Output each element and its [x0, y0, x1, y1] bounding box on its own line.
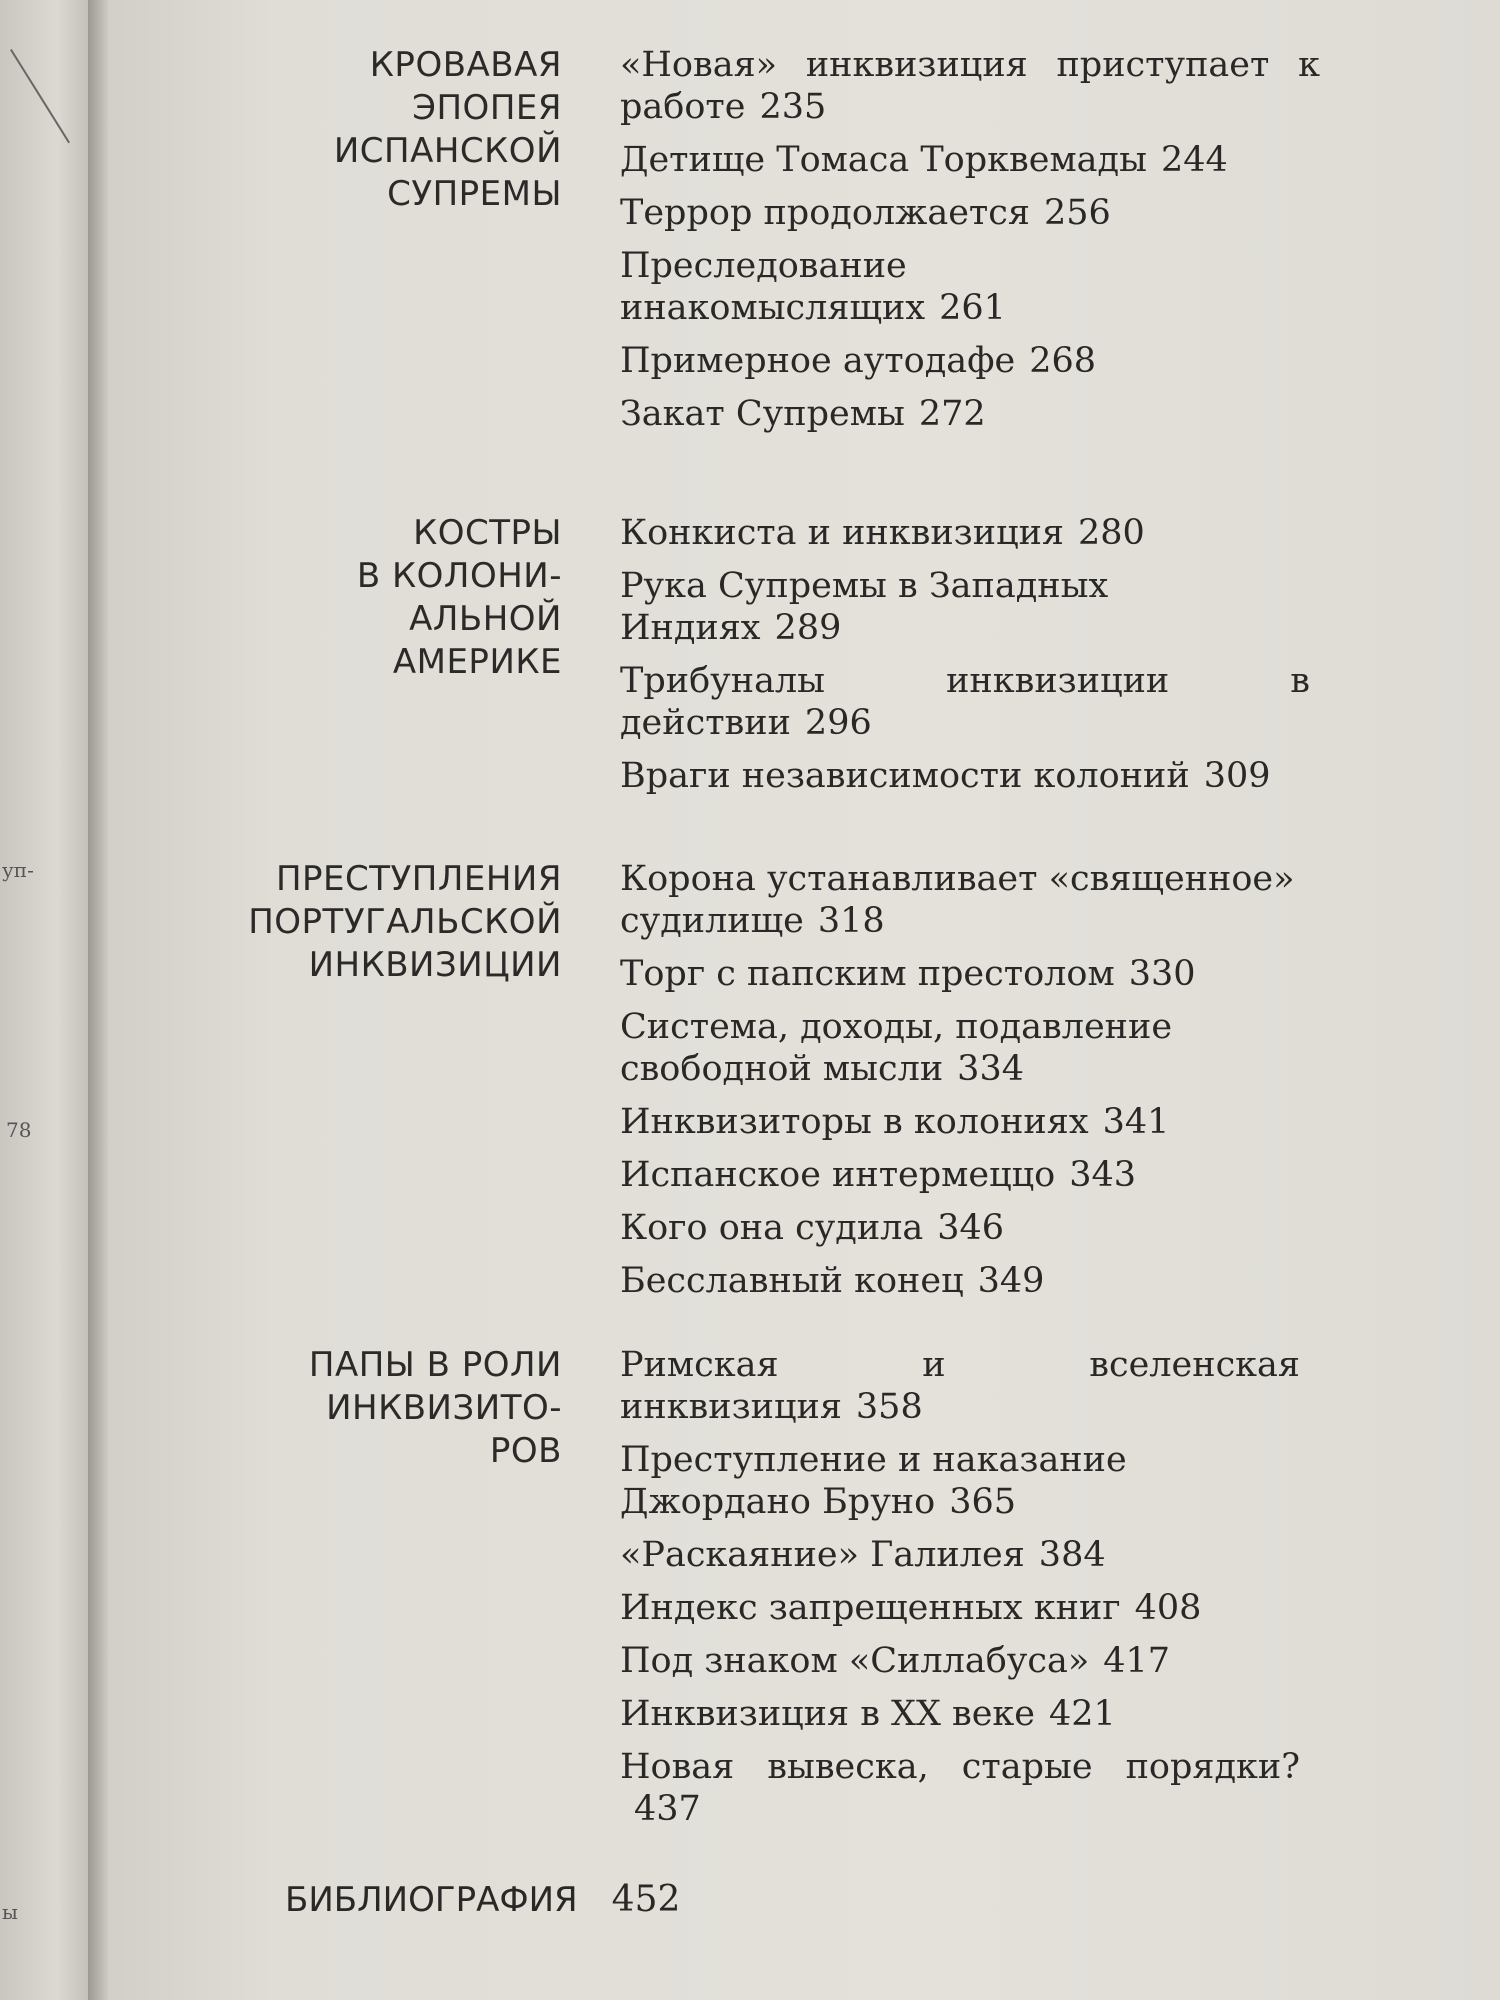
entry-page: 318: [817, 901, 885, 941]
margin-mark: ы: [2, 1900, 18, 1924]
book-gutter: [88, 0, 110, 2000]
facing-page-edge: [0, 0, 96, 2000]
toc-entry: [620, 1439, 1180, 1523]
entry-page: 384: [1038, 1535, 1106, 1575]
section-heading: ПАПЫ В РОЛИ ИНКВИЗИТО- РОВ: [308, 1345, 562, 1471]
section-entries: [620, 1344, 1320, 1841]
entry-page: 330: [1128, 954, 1196, 994]
toc-entry: [620, 660, 1310, 744]
toc-entry: [620, 1006, 1200, 1090]
facing-page-mark: [10, 49, 70, 143]
entry-page: 341: [1102, 1102, 1170, 1142]
entry-title: Испанское интермеццо: [620, 1155, 1056, 1195]
entry-page: 346: [937, 1208, 1005, 1248]
toc-entry: [620, 340, 1320, 382]
entry-title: Бесславный конец: [620, 1261, 964, 1301]
section-heading: КОСТРЫ В КОЛОНИ- АЛЬНОЙ АМЕРИКЕ: [356, 513, 562, 682]
entry-page: 289: [774, 608, 842, 648]
entry-title: Преступление и наказание Джордано Бруно: [620, 1440, 1127, 1522]
entry-title: Система, доходы, подавление свободной мысли: [620, 1007, 1173, 1089]
entry-page: 296: [804, 703, 872, 743]
margin-mark: 78: [6, 1118, 32, 1142]
section-entries: [620, 858, 1320, 1313]
toc-entry: [620, 393, 1320, 435]
entry-page: 417: [1103, 1641, 1171, 1681]
toc-entry: [620, 1693, 1320, 1735]
entry-page: 309: [1203, 756, 1271, 796]
entry-title: Конкиста и инквизиция: [620, 513, 1064, 553]
toc-entry: [620, 1154, 1320, 1196]
entry-page: 408: [1134, 1588, 1202, 1628]
toc-entry: [620, 1534, 1320, 1576]
entry-title: «Раскаяние» Галилея: [620, 1535, 1025, 1575]
toc-entry: [620, 1587, 1320, 1629]
entry-page: 235: [759, 87, 827, 127]
entry-page: 244: [1160, 140, 1228, 180]
entry-page: 358: [855, 1387, 923, 1427]
section-heading: КРОВАВАЯ ЭПОПЕЯ ИСПАНСКОЙ СУПРЕМЫ: [333, 45, 562, 214]
toc-entry: [620, 1207, 1320, 1249]
toc-entry: [620, 1101, 1320, 1143]
section-entries: [620, 512, 1320, 808]
entry-page: 421: [1049, 1694, 1116, 1734]
toc-entry: [620, 565, 1280, 649]
entry-page: 268: [1029, 341, 1097, 381]
entry-page: 349: [977, 1261, 1045, 1301]
entry-page: 280: [1078, 513, 1145, 553]
toc-entry: [620, 245, 1190, 329]
entry-title: Торг с папским престолом: [620, 954, 1115, 994]
entry-title: Римская и вселенская инквизиция: [620, 1345, 1300, 1427]
toc-entry: [620, 1344, 1300, 1428]
entry-page: 365: [949, 1482, 1017, 1522]
toc-entry: [620, 139, 1320, 181]
section-entries: [620, 44, 1320, 446]
entry-page: 256: [1043, 193, 1111, 233]
section-heading: ПРЕСТУПЛЕНИЯ ПОРТУГАЛЬСКОЙ ИНКВИЗИЦИИ: [248, 859, 562, 985]
toc-entry: [620, 1746, 1300, 1830]
entry-page: 272: [918, 394, 986, 434]
entry-title: Враги независимости колоний: [620, 756, 1190, 796]
toc-entry: [620, 44, 1320, 128]
entry-title: Инквизиторы в колониях: [620, 1102, 1089, 1142]
entry-title: Индекс запрещенных книг: [620, 1588, 1121, 1628]
entry-title: Инквизиция в XX веке: [620, 1694, 1036, 1734]
entry-title: Под знаком «Силлабуса»: [620, 1641, 1090, 1681]
entry-page: 343: [1069, 1155, 1137, 1195]
margin-mark: уп-: [2, 858, 34, 882]
entry-title: Трибуналы инквизиции в действии: [620, 661, 1310, 743]
entry-page: 334: [957, 1049, 1024, 1089]
toc-entry: [620, 858, 1310, 942]
entry-title: Преследование инакомыслящих: [620, 246, 926, 328]
bibliography-entry: [285, 1878, 680, 1922]
entry-page: 261: [939, 288, 1006, 328]
bibliography-page: 452: [611, 1879, 681, 1920]
toc-entry: [620, 953, 1320, 995]
toc-entry: [620, 1640, 1320, 1682]
entry-title: Примерное аутодафе: [620, 341, 1016, 381]
toc-entry: [620, 755, 1320, 797]
entry-page: 437: [634, 1789, 701, 1829]
entry-title: Рука Супремы в Западных Индиях: [620, 566, 1109, 648]
toc-entry: [620, 192, 1320, 234]
entry-title: «Новая» инквизиция приступает к работе: [620, 45, 1320, 127]
entry-title: Закат Супремы: [620, 394, 905, 434]
entry-title: Кого она судила: [620, 1208, 924, 1248]
entry-title: Корона устанавливает «священное» судилище: [620, 859, 1295, 941]
entry-title: Детище Томаса Торквемады: [620, 140, 1147, 180]
entry-title: Новая вывеска, старые порядки?: [620, 1747, 1300, 1787]
toc-entry: [620, 512, 1320, 554]
toc-entry: [620, 1260, 1320, 1302]
entry-title: Террор продолжается: [620, 193, 1030, 233]
bibliography-label: БИБЛИОГРАФИЯ: [285, 1880, 578, 1920]
